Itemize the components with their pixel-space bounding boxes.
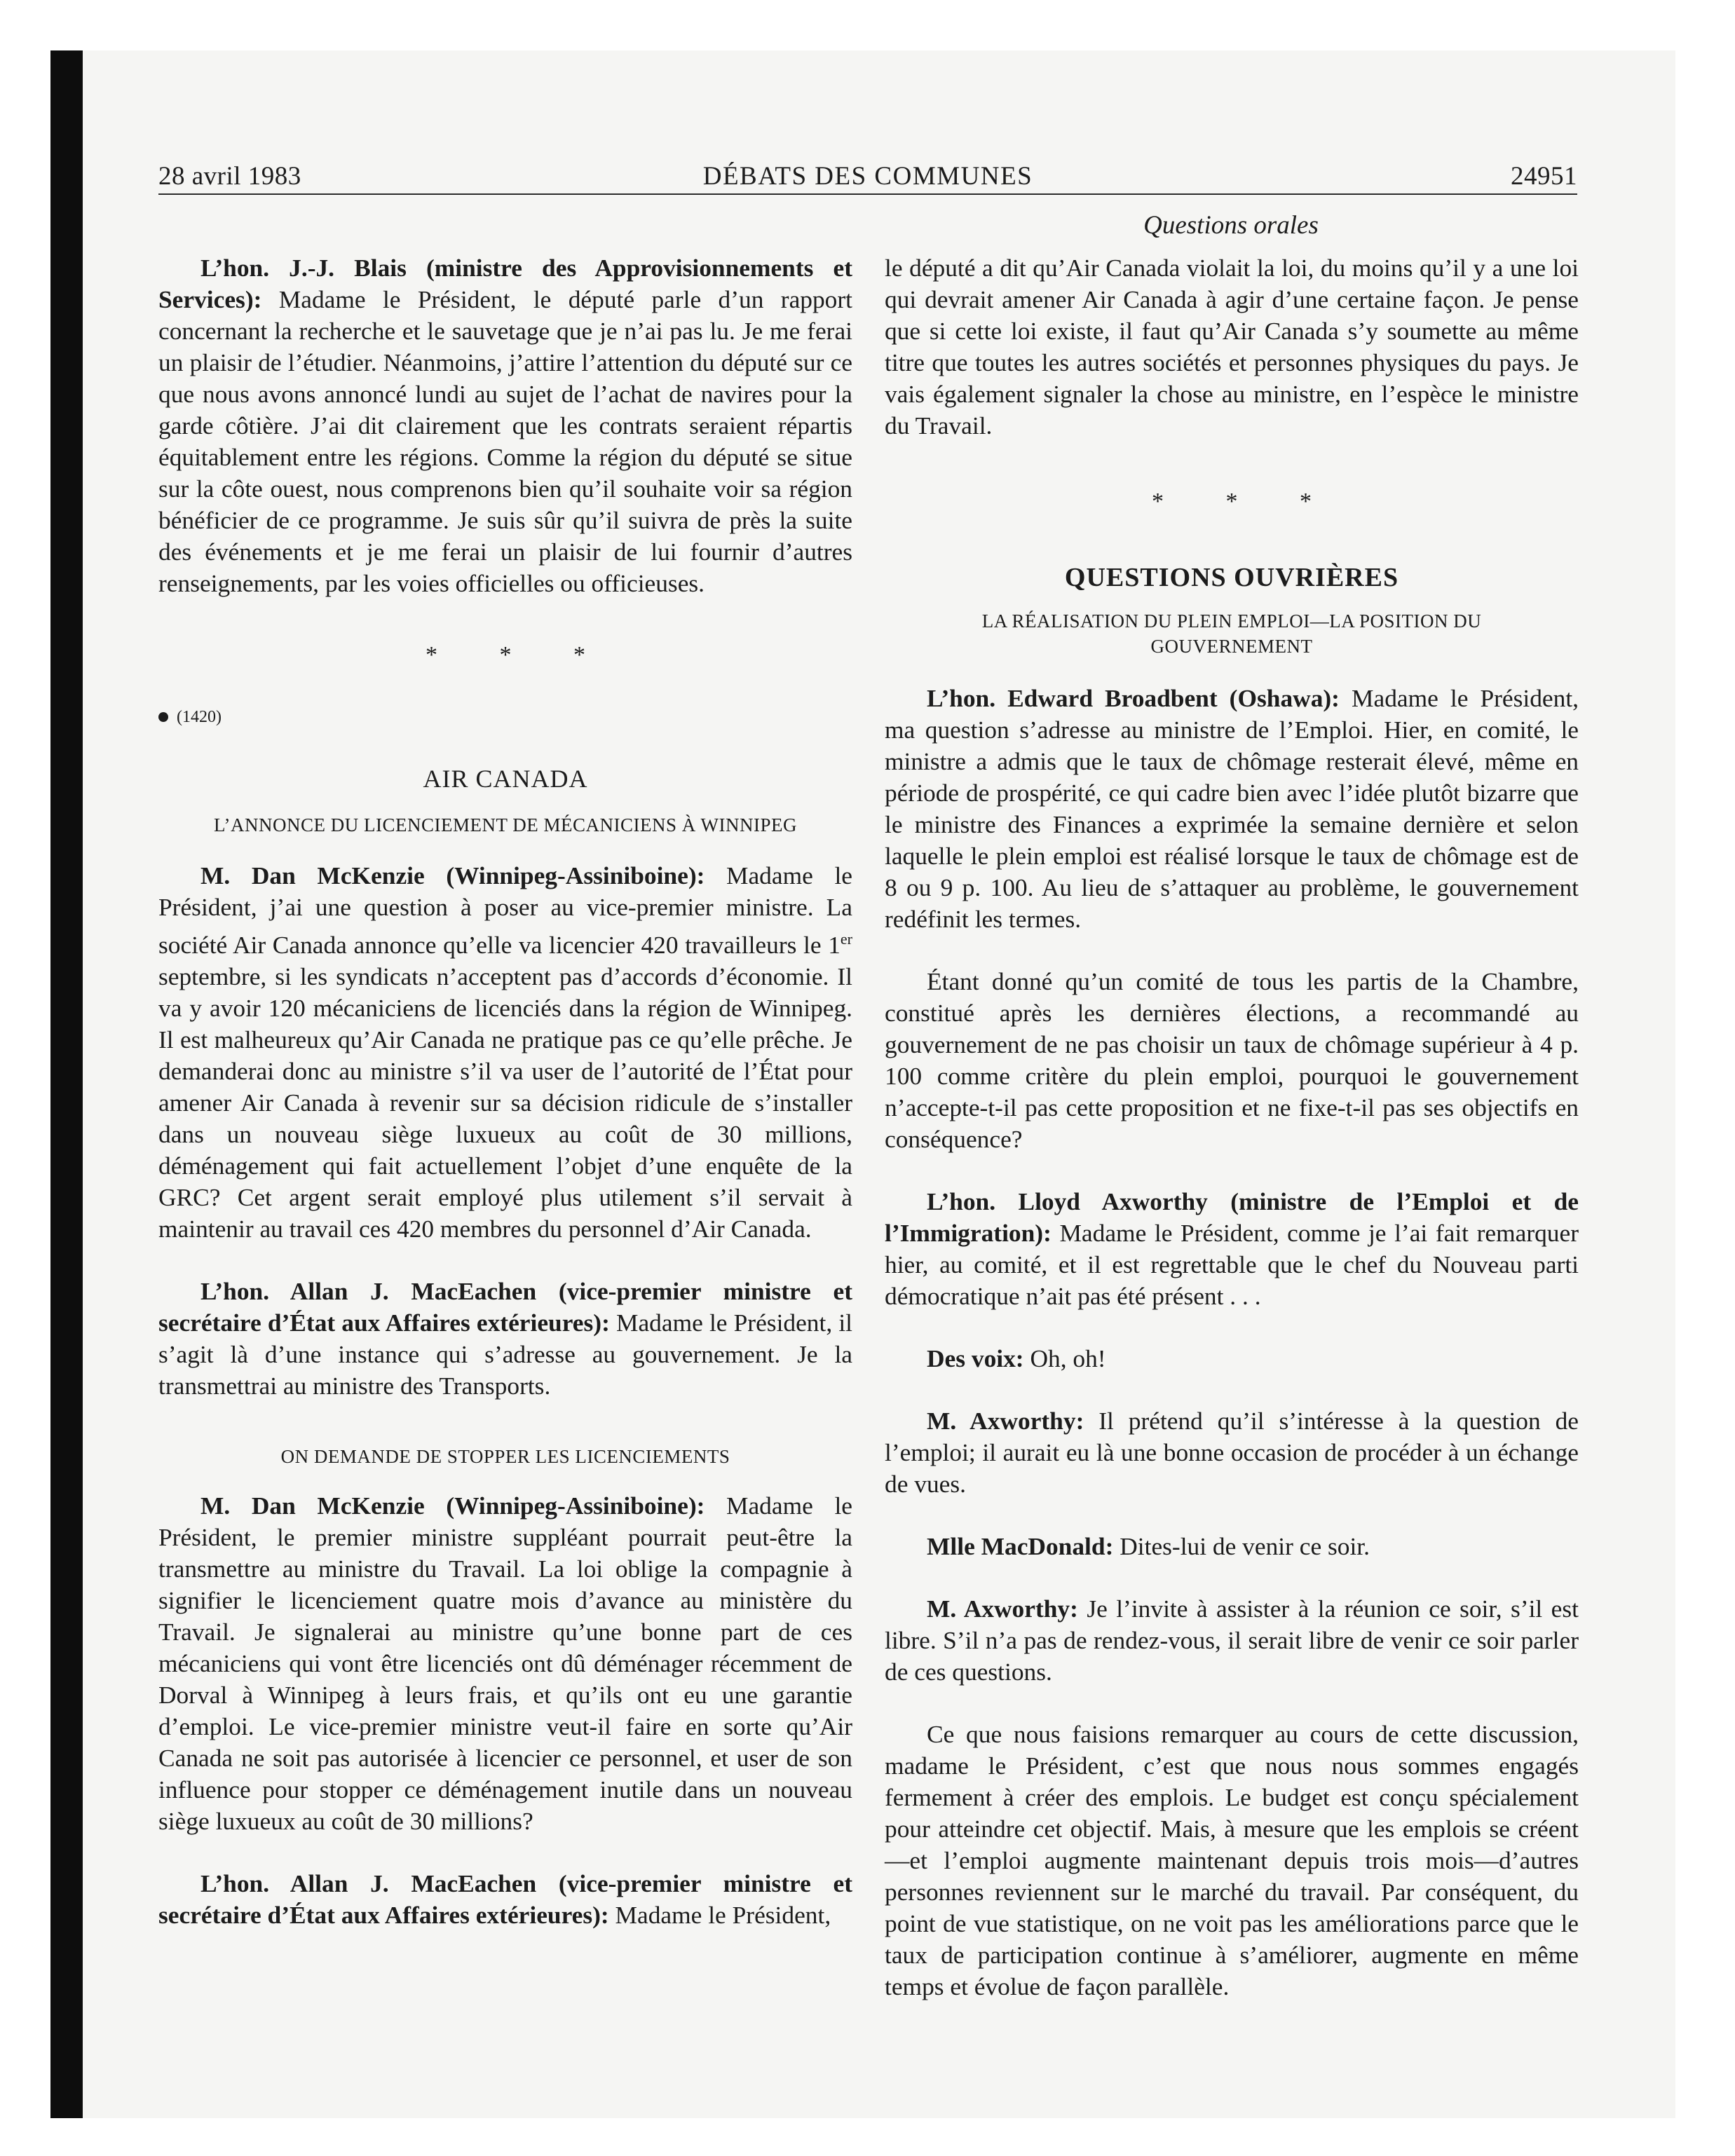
paragraph xyxy=(885,683,1579,935)
speaker: M. Dan McKenzie (Winnipeg-Assiniboine): xyxy=(200,1491,705,1520)
paragraph xyxy=(158,1490,852,1837)
paragraph xyxy=(885,966,1579,1155)
paragraph xyxy=(885,1186,1579,1312)
speech: le député a dit qu’Air Canada violait la loi, du moins qu’il y a une loi qui devrait amener Air Canada à agir d’une certaine façon. Je pense que si cette loi existe, il faut qu’Air Canada s’y soumette au même titre que toutes les autres sociétés et personnes physiques du pays. Je vais également signaler la chose au ministre, en l’espèce le ministre du Travail. xyxy=(885,254,1579,439)
speech: Je l’invite à assister à la réunion ce soir, s’il est libre. S’il n’a pas de rendez-vous, il serait libre de venir ce soir parler de ces questions. xyxy=(885,1595,1579,1686)
subheading: L’ANNONCE DU LICENCIEMENT DE MÉCANICIENS À WINNIPEG xyxy=(214,814,797,835)
paragraph xyxy=(158,1868,852,1931)
speech: septembre, si les syndicats n’acceptent pas d’accords d’économie. Il va y avoir 120 mécaniciens de licenciés dans la région de Winnipeg. Il est malheureux qu’Air Canada ne pratique pas ce qu’elle prêche. Je demanderai donc au ministre s’il va user de l’autorité de l’État pour amener Air Canada à revenir sur sa décision ridicule de s’installer dans un nouveau siège luxueux au coût de 30 millions, déménagement qui fait actuellement l’objet d’une enquête de la GRC? Cet argent serait employé plus utilement s’il servait à maintenir au travail ces 420 membres du personnel d’Air Canada. xyxy=(158,962,852,1243)
speech: Dites-lui de venir ce soir. xyxy=(1113,1532,1370,1560)
paragraph xyxy=(885,1343,1579,1374)
speaker: M. Axworthy: xyxy=(927,1595,1078,1623)
speech: Madame le Président, il s’agit là d’une instance qui s’adresse au gouvernement. Je la transmettrai au ministre des Transports. xyxy=(158,1308,852,1400)
speaker: M. Dan McKenzie (Winnipeg-Assiniboine): xyxy=(200,861,705,889)
speech: Oh, oh! xyxy=(1023,1344,1106,1372)
section-title: QUESTIONS OUVRIÈRES xyxy=(1064,563,1399,592)
speaker: M. Axworthy: xyxy=(927,1407,1084,1435)
paragraph xyxy=(885,1405,1579,1500)
header-page-number: 24951 xyxy=(1511,162,1577,191)
speech: Ce que nous faisions remarquer au cours de cette discussion, madame le Président, c’est que nous nous sommes engagés fermement à créer des emplois. Le budget est conçu spécialement pour atteindre cet objectif. Mais, à mesure que les emplois se créent—et l’emploi augmente maintenant depuis trois mois—d’autres personnes reviennent sur le marché du travail. Par conséquent, du point de vue statistique, on ne voit pas les améliorations parce que le taux de participation continue à s’améliorer, augmente en même temps et évolue de façon parallèle. xyxy=(885,1720,1579,2000)
speech: Madame le Président, j’ai une question à poser au vice-premier ministre. La société Air Canada annonce qu’elle va licencier 420 travailleurs le 1 xyxy=(158,861,852,959)
running-head: Questions orales xyxy=(1143,211,1319,240)
superscript: er xyxy=(840,930,852,948)
speech: Madame le Président, ma question s’adresse au ministre de l’Emploi. Hier, en comité, le ministre a admis que le taux de chômage resterait élevé, même en période de prospérité, ce qui cadre bien avec l’idée plutôt bizarre que le ministre des Finances a exprimée la semaine dernière et selon laquelle le plein emploi est réalisé lorsque le taux de chômage est de 8 ou 9 p. 100. Au lieu de s’attaquer au problème, le gouvernement redéfinit les termes. xyxy=(885,684,1579,933)
speaker: L’hon. Allan J. MacEachen (vice-premier ministre et secrétaire d’État aux Affaires extérieures): xyxy=(158,1869,852,1929)
header-date: 28 avril 1983 xyxy=(158,162,301,191)
binding-edge xyxy=(50,50,83,2118)
speaker: L’hon. Allan J. MacEachen (vice-premier ministre et secrétaire d’État aux Affaires extérieures): xyxy=(158,1276,852,1337)
speaker: L’hon. J.-J. Blais (ministre des Approvisionnements et Services): xyxy=(158,254,852,313)
speech: Madame le Président, xyxy=(608,1900,831,1929)
paragraph xyxy=(885,1593,1579,1688)
speech: Étant donné qu’un comité de tous les partis de la Chambre, constitué après les dernières élections, a recommandé au gouvernement de ne pas choisir un taux de chômage supérieur à 4 p. 100 comme critère du plein emploi, pourquoi le gouvernement n’accepte-t-il pas cette proposition et ne fixe-t-il pas ses objectifs en conséquence? xyxy=(885,967,1579,1153)
paragraph xyxy=(885,1531,1579,1562)
speaker: L’hon. Lloyd Axworthy (ministre de l’Emploi et de l’Immigration): xyxy=(885,1187,1579,1247)
subheading: ON DEMANDE DE STOPPER LES LICENCIEMENTS xyxy=(280,1445,730,1467)
section-separator: * * * xyxy=(426,642,613,668)
speaker: Des voix: xyxy=(927,1344,1024,1372)
speech: Madame le Président, comme je l’ai fait remarquer hier, au comité, et il est regrettable que le chef du Nouveau parti démocratique n’ait pas été présent . . . xyxy=(885,1219,1579,1310)
paragraph xyxy=(885,1719,1579,2003)
subheading: LA RÉALISATION DU PLEIN EMPLOI—LA POSITION DU GOUVERNEMENT xyxy=(981,610,1482,657)
header-title: DÉBATS DES COMMUNES xyxy=(702,162,1033,191)
paragraph xyxy=(158,1276,852,1402)
section-separator: * * * xyxy=(1152,489,1340,514)
paragraph xyxy=(885,252,1579,442)
paragraph xyxy=(158,860,852,1245)
speech: Madame le Président, le premier ministre suppléant pourrait peut-être la transmettre au ministre du Travail. La loi oblige la compagnie à signifier le licenciement quatre mois d’avance au ministère du Travail. Je signalerai au ministre qu’une bonne part de ces mécaniciens qui vont être licenciés ont dû déménager récemment de Dorval à Winnipeg à leurs frais, et qu’ils ont eu une garantie d’emploi. Le vice-premier ministre veut-il faire en sorte qu’Air Canada ne soit pas autorisée à licencier ce personnel, et user de son influence pour stopper ce déménagement inutile dans un nouveau siège luxueux au coût de 30 millions? xyxy=(158,1491,852,1835)
right-column xyxy=(885,252,1579,2003)
time-marker xyxy=(158,704,852,730)
paragraph xyxy=(158,252,852,599)
speaker: L’hon. Edward Broadbent (Oshawa): xyxy=(927,684,1340,712)
time-marker-label: (1420) xyxy=(177,708,222,726)
speech: Il prétend qu’il s’intéresse à la question de l’emploi; il aurait eu là une bonne occasion de procéder à un échange de vues. xyxy=(885,1407,1579,1498)
speaker: Mlle MacDonald: xyxy=(927,1532,1114,1560)
header-rule xyxy=(158,193,1577,195)
left-column xyxy=(158,252,852,1931)
section-title: AIR CANADA xyxy=(423,765,588,793)
speech: Madame le Président, le député parle d’un rapport concernant la recherche et le sauvetage que je n’ai pas lu. Je me ferai un plaisir de l’étudier. Néanmoins, j’attire l’attention du député sur ce que nous avons annoncé lundi au sujet de l’achat de navires pour la garde côtière. J’ai dit clairement que les contrats seraient répartis équitablement entre les régions. Comme la région du député se situe sur la côte ouest, nous comprenons bien qu’il souhaite voir sa région bénéficier de ce programme. Je suis sûr qu’il suivra de près la suite des événements et je me ferai un plaisir de lui fournir d’autres renseignements, par les voies officielles ou officieuses. xyxy=(158,285,852,597)
bullet-icon xyxy=(158,712,168,722)
